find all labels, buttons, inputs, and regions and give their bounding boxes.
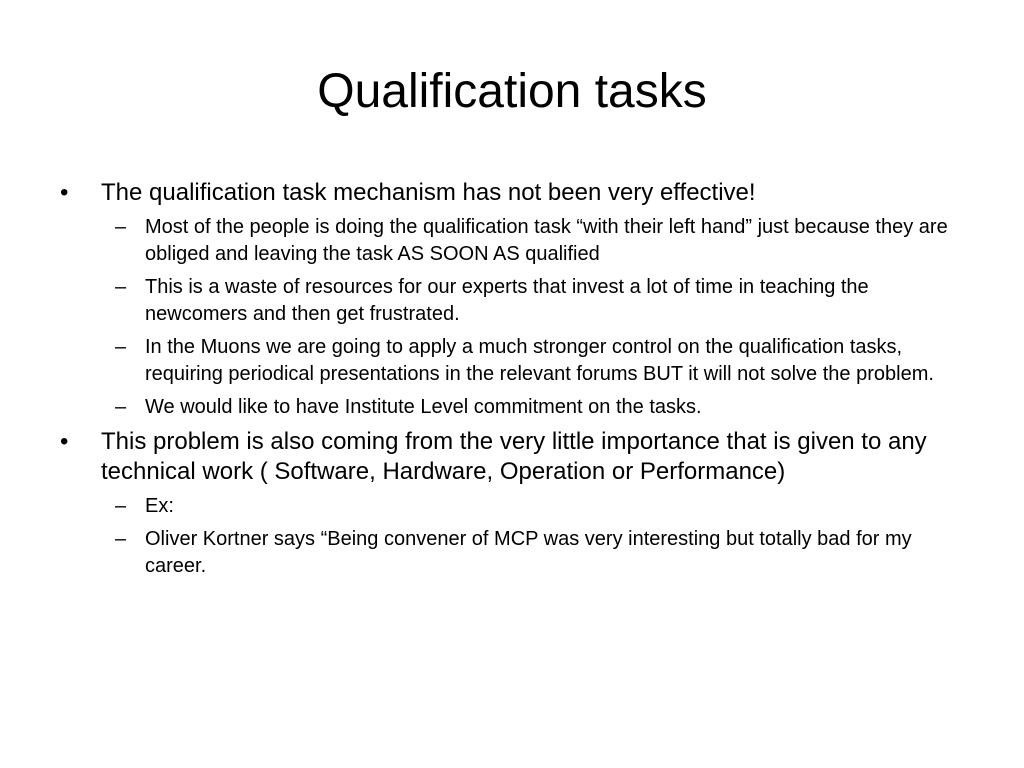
bullet-icon: • [60,179,69,206]
dash-icon: – [115,216,127,238]
sub-bullet-item [105,394,960,421]
bullet-text: This problem is also coming from the very little importance that is given to any technical work ( Software, Hardware, Operation or Performance) [101,428,927,485]
sub-bullet-text: This is a waste of resources for our experts that invest a lot of time in teaching the newcomers and then get frustrated. [145,276,869,325]
sub-bullet-text: Oliver Kortner says “Being convener of MCP was very interesting but totally bad for my career. [145,528,912,577]
bullet-item [60,178,960,208]
dash-icon: – [115,396,127,418]
sub-bullet-item [105,526,960,580]
sub-bullet-item [105,214,960,268]
sub-bullet-text: We would like to have Institute Level commitment on the tasks. [145,396,702,418]
sub-bullet-item [105,493,960,520]
slide-title: Qualification tasks [317,65,707,118]
dash-icon: – [115,336,127,358]
sub-bullet-text: Most of the people is doing the qualification task “with their left hand” just because they are obliged and leaving the task AS SOON AS qualified [145,216,948,265]
dash-icon: – [115,495,127,517]
sub-bullet-item [105,274,960,328]
dash-icon: – [115,528,127,550]
sub-bullet-item [105,334,960,388]
bullet-icon: • [60,428,69,455]
slide-body [60,178,960,586]
bullet-item [60,427,960,487]
sub-bullet-text: Ex: [145,495,174,517]
bullet-text: The qualification task mechanism has not been very effective! [101,179,756,206]
sub-bullet-text: In the Muons we are going to apply a much stronger control on the qualification tasks, requiring periodical presentations in the relevant forums BUT it will not solve the problem. [145,336,934,385]
dash-icon: – [115,276,127,298]
